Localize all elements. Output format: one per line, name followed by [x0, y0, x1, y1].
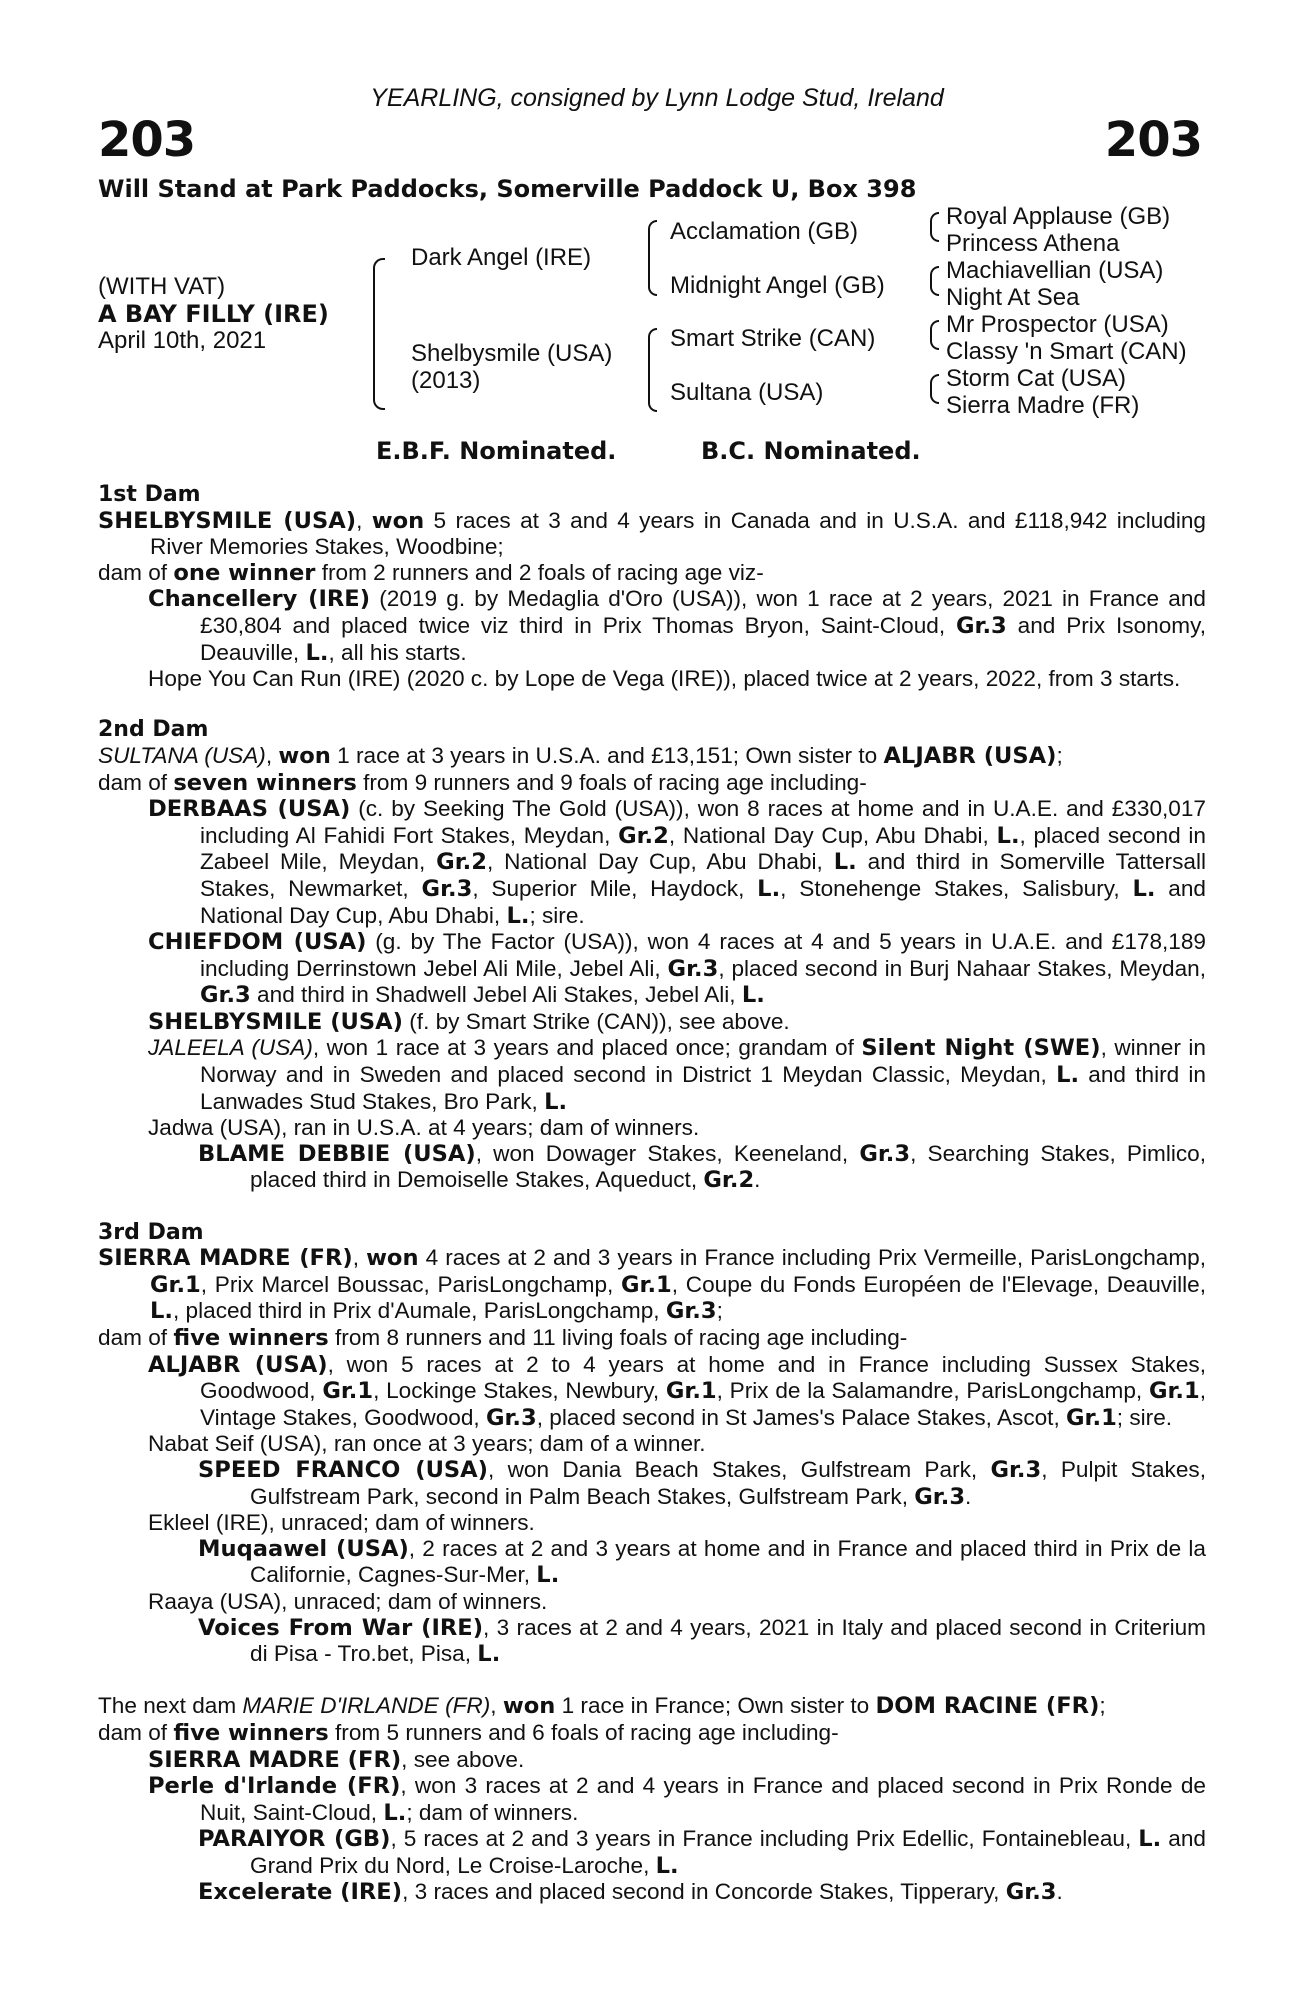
third-dam-grandfoal-3: Voices From War (IRE), 3 races at 2 and 4 years, 2021 in Italy and placed second in Criterium di Pisa - Tro.bet, Pisa, L. — [198, 1614, 1206, 1668]
second-dam-record: SULTANA (USA), won 1 race at 3 years in U.S.A. and £13,151; Own sister to ALJABR (USA); — [98, 742, 1063, 769]
brace-sd — [930, 266, 939, 296]
third-dam-heading: 3rd Dam — [98, 1219, 204, 1245]
lot-number-right: 203 — [1104, 112, 1202, 168]
dds: Storm Cat (USA) — [946, 365, 1127, 392]
dss: Mr Prospector (USA) — [946, 311, 1169, 338]
first-dam-produce: dam of one winner from 2 runners and 2 foals of racing age viz- — [98, 559, 764, 586]
dam-sire: Smart Strike (CAN) — [670, 325, 876, 352]
sdd: Night At Sea — [946, 284, 1080, 311]
brace-ss — [930, 212, 939, 242]
sire-dam: Midnight Angel (GB) — [670, 272, 885, 299]
third-dam-record: SIERRA MADRE (FR), won 4 races at 2 and 3 years in France including Prix Vermeille, ParisLongchamp, Gr.1, Prix Marcel Boussac, ParisLongchamp, Gr.1, Coupe du Fonds Européen de l'Elevage, Deauville, L., placed third in Prix d'Aumale, ParisLongchamp, Gr.3; — [98, 1245, 1207, 1325]
consignment-line: YEARLING, consigned by Lynn Lodge Stud, Ireland — [370, 84, 944, 112]
dam-year: (2013) — [411, 367, 481, 394]
next-dam-foal-2: Perle d'Irlande (FR), won 3 races at 2 and 4 years in France and placed second in Prix Ronde de Nuit, Saint-Cloud, L.; dam of winners. — [148, 1773, 1206, 1826]
stand-location: Will Stand at Park Paddocks, Somerville Paddock U, Box 398 — [98, 175, 917, 203]
sire: Dark Angel (IRE) — [411, 244, 592, 271]
brace-sire — [648, 220, 657, 296]
second-dam-foal-3: SHELBYSMILE (USA) (f. by Smart Strike (CAN)), see above. — [148, 1008, 790, 1035]
next-dam-grandfoal-1: PARAIYOR (GB), 5 races at 2 and 3 years in France including Prix Edellic, Fontainebleau, L. and Grand Prix du Nord, Le Croise-Laroche, L. — [198, 1826, 1206, 1879]
third-dam-foal-3: Ekleel (IRE), unraced; dam of winners. — [148, 1510, 535, 1536]
next-dam-foal-1: SIERRA MADRE (FR), see above. — [148, 1746, 525, 1773]
lot-number-left: 203 — [98, 112, 196, 168]
second-dam-foal-5: Jadwa (USA), ran in U.S.A. at 4 years; dam of winners. — [148, 1115, 700, 1141]
second-dam-foal-2: CHIEFDOM (USA) (g. by The Factor (USA)), won 4 races at 4 and 5 years in U.A.E. and £178,189 including Derrinstown Jebel Ali Mile, Jebel Ali, Gr.3, placed second in Burj Nahaar Stakes, Meydan, Gr.3 and third in Shadwell Jebel Ali Stakes, Jebel Ali, L. — [148, 929, 1206, 1009]
second-dam-produce: dam of seven winners from 9 runners and 9 foals of racing age including- — [98, 769, 867, 796]
ssd: Princess Athena — [946, 230, 1120, 257]
vat-note: (WITH VAT) — [98, 273, 226, 300]
ddd: Sierra Madre (FR) — [946, 392, 1140, 419]
second-dam-grandfoal-1: BLAME DEBBIE (USA), won Dowager Stakes, Keeneland, Gr.3, Searching Stakes, Pimlico, placed third in Demoiselle Stakes, Aqueduct, Gr.2. — [198, 1140, 1206, 1194]
third-dam-produce: dam of five winners from 8 runners and 11 living foals of racing age including- — [98, 1325, 908, 1351]
bc-nominated: B.C. Nominated. — [701, 437, 921, 465]
first-dam-foal-1: Chancellery (IRE) (2019 g. by Medaglia d'Oro (USA)), won 1 race at 2 years, 2021 in France and £30,804 and placed twice viz third in Prix Thomas Bryon, Saint-Cloud, Gr.3 and Prix Isonomy, Deauville, L., all his starts. — [148, 586, 1206, 666]
third-dam-grandfoal-2: Muqaawel (USA), 2 races at 2 and 3 years at home and in France and placed third in Prix de la Californie, Cagnes-Sur-Mer, L. — [198, 1535, 1206, 1589]
foaling-date: April 10th, 2021 — [98, 327, 267, 354]
brace-dam — [648, 328, 657, 412]
brace-ds — [930, 320, 939, 350]
first-dam-foal-2: Hope You Can Run (IRE) (2020 c. by Lope de Vega (IRE)), placed twice at 2 years, 2022, from 3 starts. — [148, 666, 1181, 692]
second-dam-foal-4: JALEELA (USA), won 1 race at 3 years and placed once; grandam of Silent Night (SWE), winner in Norway and in Sweden and placed second in District 1 Meydan Classic, Meydan, L. and third in Lanwades Stud Stakes, Bro Park, L. — [148, 1035, 1206, 1115]
brace-dd — [930, 374, 939, 404]
dam: Shelbysmile (USA) — [411, 340, 613, 367]
dam-dam: Sultana (USA) — [670, 379, 824, 406]
next-dam-produce: dam of five winners from 5 runners and 6 foals of racing age including- — [98, 1719, 839, 1746]
first-dam-heading: 1st Dam — [98, 482, 201, 507]
third-dam-foal-1: ALJABR (USA), won 5 races at 2 to 4 years at home and in France including Sussex Stakes, Goodwood, Gr.1, Lockinge Stakes, Newbury, Gr.1, Prix de la Salamandre, ParisLongchamp, Gr.1, Vintage Stakes, Goodwood, Gr.3, placed second in St James's Palace Stakes, Ascot, Gr.1; sire. — [148, 1351, 1206, 1431]
sds: Machiavellian (USA) — [946, 257, 1164, 284]
brace-main — [373, 258, 385, 410]
next-dam-grandfoal-2: Excelerate (IRE), 3 races and placed second in Concorde Stakes, Tipperary, Gr.3. — [198, 1879, 1063, 1906]
catalogue-body — [98, 482, 1206, 1906]
dsd: Classy 'n Smart (CAN) — [946, 338, 1187, 365]
next-dam-record: The next dam MARIE D'IRLANDE (FR), won 1 race in France; Own sister to DOM RACINE (FR); — [98, 1693, 1106, 1720]
third-dam-foal-2: Nabat Seif (USA), ran once at 3 years; dam of a winner. — [148, 1431, 706, 1457]
third-dam-foal-4: Raaya (USA), unraced; dam of winners. — [148, 1588, 548, 1614]
third-dam-grandfoal-1: SPEED FRANCO (USA), won Dania Beach Stakes, Gulfstream Park, Gr.3, Pulpit Stakes, Gulfstream Park, second in Palm Beach Stakes, Gulfstream Park, Gr.3. — [198, 1456, 1206, 1510]
second-dam-foal-1: DERBAAS (USA) (c. by Seeking The Gold (USA)), won 8 races at home and in U.A.E. and £330,017 including Al Fahidi Fort Stakes, Meydan, Gr.2, National Day Cup, Abu Dhabi, L., placed second in Zabeel Mile, Meydan, Gr.2, National Day Cup, Abu Dhabi, L. and third in Somerville Tattersall Stakes, Newmarket, Gr.3, Superior Mile, Haydock, L., Stonehenge Stakes, Salisbury, L. and National Day Cup, Abu Dhabi, L.; sire. — [148, 796, 1206, 929]
sire-sire: Acclamation (GB) — [670, 218, 859, 245]
second-dam-heading: 2nd Dam — [98, 717, 209, 743]
first-dam-record: SHELBYSMILE (USA), won 5 races at 3 and 4 years in Canada and in U.S.A. and £118,942 including River Memories Stakes, Woodbine; — [98, 507, 1206, 560]
sss: Royal Applause (GB) — [946, 203, 1171, 230]
horse-name: A BAY FILLY (IRE) — [98, 300, 329, 328]
ebf-nominated: E.B.F. Nominated. — [376, 437, 617, 465]
